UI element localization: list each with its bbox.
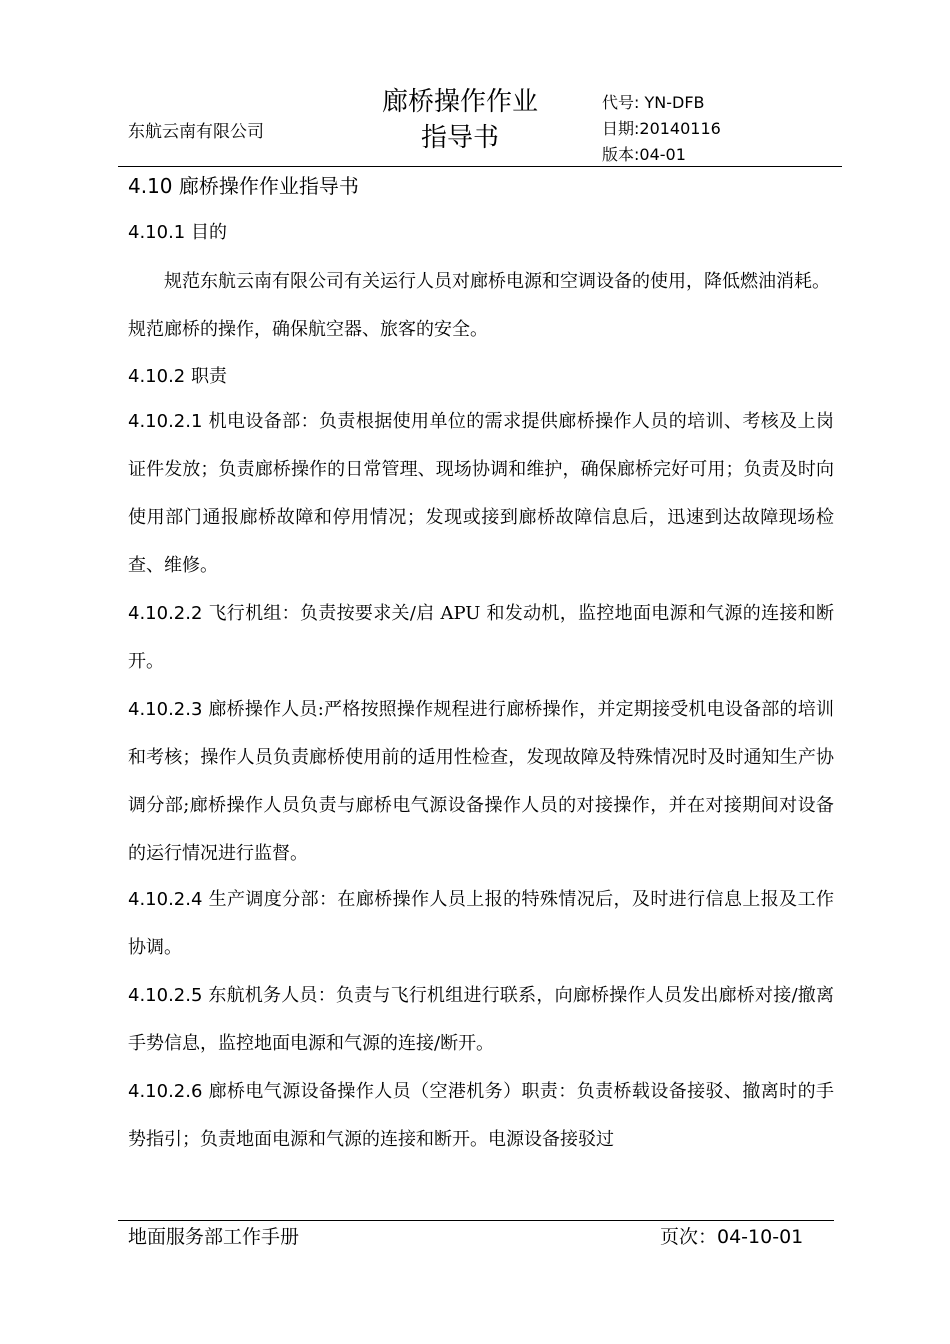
duty-number: 4.10.2.1 bbox=[128, 411, 203, 432]
duty-text: 生产调度分部：在廊桥操作人员上报的特殊情况后，及时进行信息上报及工作协调。 bbox=[128, 889, 834, 958]
header-divider bbox=[118, 166, 842, 167]
duty-paragraph bbox=[128, 590, 834, 686]
footer-page-number: 页次：04-10-01 bbox=[660, 1226, 804, 1248]
document-version: 版本:04-01 bbox=[602, 145, 686, 164]
section-title: 4.10 廊桥操作作业指导书 bbox=[128, 174, 359, 198]
duty-text: 廊桥操作人员:严格按照操作规程进行廊桥操作，并定期接受机电设备部的培训和考核；操作人员负责廊桥使用前的适用性检查，发现故障及特殊情况时及时通知生产协调分部;廊桥操作人员负责与廊桥电气源设备操作人员的对接操作，并在对接期间对设备的运行情况进行监督。 bbox=[128, 699, 834, 864]
document-title-line2: 指导书 bbox=[420, 123, 499, 153]
duty-paragraph bbox=[128, 972, 834, 1068]
footer-manual-name: 地面服务部工作手册 bbox=[128, 1226, 300, 1248]
document-title bbox=[355, 84, 565, 156]
company-name: 东航云南有限公司 bbox=[128, 122, 264, 142]
footer-divider bbox=[118, 1220, 834, 1221]
document-date: 日期:20140116 bbox=[602, 119, 721, 138]
duty-paragraph bbox=[128, 686, 834, 878]
duty-number: 4.10.2.2 bbox=[128, 603, 203, 624]
duty-text: 东航机务人员：负责与飞行机组进行联系，向廊桥操作人员发出廊桥对接/撤离手势信息，监控地面电源和气源的连接/断开。 bbox=[128, 985, 834, 1054]
purpose-heading: 4.10.1 目的 bbox=[128, 222, 227, 243]
purpose-paragraph: 规范东航云南有限公司有关运行人员对廊桥电源和空调设备的使用，降低燃油消耗。规范廊桥的操作，确保航空器、旅客的安全。 bbox=[128, 271, 830, 340]
duty-text: 廊桥电气源设备操作人员（空港机务）职责：负责桥载设备接驳、撤离时的手势指引；负责地面电源和气源的连接和断开。电源设备接驳过 bbox=[128, 1081, 834, 1150]
duty-number: 4.10.2.3 bbox=[128, 699, 203, 720]
duty-number: 4.10.2.5 bbox=[128, 985, 203, 1006]
duty-text: 机电设备部：负责根据使用单位的需求提供廊桥操作人员的培训、考核及上岗证件发放；负责廊桥操作的日常管理、现场协调和维护，确保廊桥完好可用；负责及时向使用部门通报廊桥故障和停用情况；发现或接到廊桥故障信息后，迅速到达故障现场检查、维修。 bbox=[128, 411, 834, 576]
duty-paragraph bbox=[128, 398, 834, 590]
document-meta bbox=[602, 90, 721, 168]
duty-paragraph bbox=[128, 876, 834, 972]
document-code: 代号: YN-DFB bbox=[602, 93, 705, 112]
duty-text: 飞行机组：负责按要求关/启 APU 和发动机，监控地面电源和气源的连接和断开。 bbox=[128, 603, 834, 672]
duty-number: 4.10.2.4 bbox=[128, 889, 203, 910]
duty-number: 4.10.2.6 bbox=[128, 1081, 203, 1102]
duties-heading: 4.10.2 职责 bbox=[128, 366, 227, 387]
duty-paragraph bbox=[128, 1068, 834, 1164]
document-title-line1: 廊桥操作作业 bbox=[381, 87, 538, 117]
